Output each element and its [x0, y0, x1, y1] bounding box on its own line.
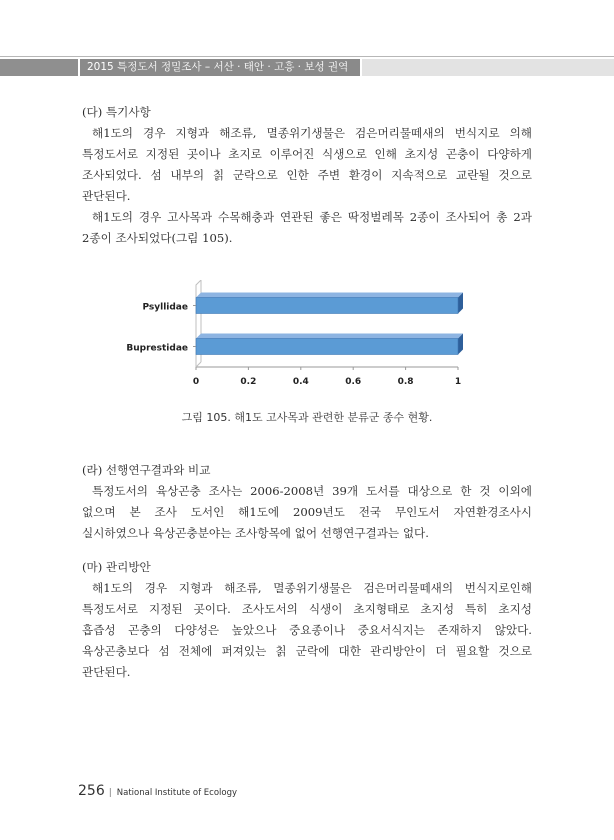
bar-psyllidae	[196, 298, 458, 314]
bar-top-face	[196, 293, 463, 298]
x-tick-label: 0.6	[345, 377, 362, 387]
page-footer	[78, 780, 237, 799]
x-tick-label: 0.4	[292, 377, 309, 387]
paragraph-line: 실시하였으나 육상곤충분야는 조사항목에 없어 선행연구결과는 없다.	[82, 526, 429, 540]
figure-caption: 그림 105. 해1도 고사목과 관련한 분류군 종수 현황.	[181, 411, 433, 424]
section-previous-research	[82, 460, 532, 544]
axis-floor-edge	[196, 362, 201, 367]
paragraph-line: 특정도서로 지정된 곳이나 초지로 이루어진 식생으로 인해 초지성 곤충이 다양하게	[82, 147, 532, 161]
header-right-block	[362, 59, 614, 76]
bar-chart	[120, 280, 500, 400]
bar-buprestidae	[196, 339, 458, 355]
paragraph-line: 육상곤충보다 섬 전체에 퍼져있는 칡 군락에 대한 관리방안이 더 필요할 것으로	[82, 644, 532, 658]
paragraph-line: 해1도의 경우 지형과 해조류, 멸종위기생물은 검은머리물떼새의 번식지로 의해	[92, 126, 532, 140]
section-heading: (마) 관리방안	[82, 560, 151, 574]
running-header: 2015 특정도서 정밀조사 – 서산 · 태안 · 고흥 · 보성 권역	[80, 59, 360, 76]
x-tick-label: 0	[192, 377, 200, 387]
section-management	[82, 557, 532, 683]
paragraph-line: 특정도서로 지정된 곳이다. 조사도서의 식생이 초지형태로 초지성 특히 초지성	[82, 602, 532, 616]
y-tick-label: Psyllidae	[142, 302, 188, 313]
footer-institution: National Institute of Ecology	[116, 788, 238, 798]
paragraph-line: 조사되었다. 섬 내부의 칡 군락으로 인한 주변 환경이 지속적으로 교란될 것으로	[82, 168, 532, 182]
bar-top-face	[196, 334, 463, 339]
paragraph-line: 해1도의 경우 지형과 해조류, 멸종위기생물은 검은머리물떼새의 번식지로인해	[92, 581, 532, 595]
x-tick-label: 0.2	[240, 377, 257, 387]
section-heading: (다) 특기사항	[82, 105, 151, 119]
header-rule	[0, 56, 614, 57]
paragraph-line: 없으며 본 조사 도서인 해1도에 2009년도 전국 무인도서 자연환경조사시	[82, 505, 532, 519]
paragraph-line: 2종이 조사되었다(그림 105).	[82, 231, 233, 245]
x-tick-label: 0.8	[397, 377, 414, 387]
section-heading: (라) 선행연구결과와 비교	[82, 463, 211, 477]
paragraph-line: 해1도의 경우 고사목과 수목해충과 연관된 좋은 딱정벌레목 2종이 조사되어 총 2과	[92, 210, 532, 224]
y-tick-label: Buprestidae	[126, 343, 188, 354]
paragraph-line: 관단된다.	[82, 665, 131, 679]
header-left-block	[0, 59, 78, 76]
paragraph-line: 흡즙성 곤충의 다양성은 높았으나 중요종이나 중요서식지는 존재하지 않았다.	[82, 623, 532, 637]
paragraph-line: 관단된다.	[82, 189, 131, 203]
paragraph-line: 특정도서의 육상곤충 조사는 2006-2008년 39개 도서를 대상으로 한 것 이외에	[92, 484, 532, 498]
x-tick-label: 1	[454, 377, 462, 387]
section-special-notes	[82, 102, 532, 249]
page-number: 256	[78, 783, 105, 799]
footer-separator: |	[108, 788, 112, 798]
